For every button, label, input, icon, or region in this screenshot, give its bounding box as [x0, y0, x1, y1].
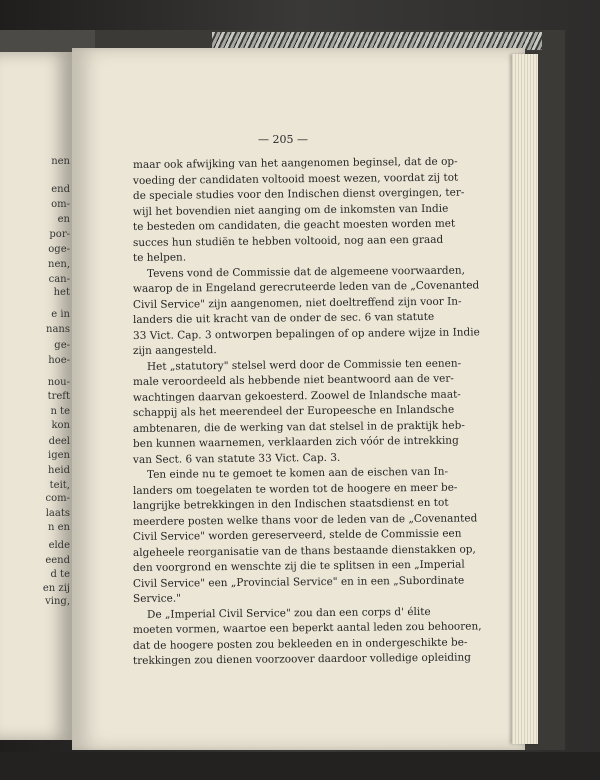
- left-page-fragment: por-: [49, 229, 70, 240]
- left-page-fragment: ge-: [54, 340, 70, 351]
- text-line: te besteden om candidaten, die geacht moesten worden met: [132, 217, 456, 233]
- left-page-fragment: igen: [48, 450, 70, 461]
- left-page-fragment: teit,: [49, 480, 70, 491]
- text-line: Civil Service" worden gereserveerd, stelde de Commissie een: [132, 527, 462, 543]
- text-line: langrijke betrekkingen in den Indischen staatsdienst en tot: [132, 496, 449, 512]
- text-line: succes hun studiën te hebben voltooid, nog aan een graad: [132, 233, 444, 249]
- left-page-fragment: nou-: [47, 377, 70, 388]
- left-page-fragment: nans: [46, 324, 70, 335]
- left-page-fragment: hoe-: [48, 355, 70, 366]
- left-page-fragment: eend: [45, 555, 70, 566]
- body-text: [132, 155, 482, 670]
- left-page-fragment: en zij: [42, 583, 70, 594]
- left-page-fragment: deel: [48, 436, 70, 447]
- left-page-fragment: elde: [48, 540, 70, 551]
- left-page-fragment: heid: [48, 465, 70, 476]
- page-number: — 205 —: [258, 133, 308, 146]
- text-line: te helpen.: [132, 251, 187, 264]
- text-line: Tevens vond de Commissie dat de algemeene voorwaarden,: [146, 264, 465, 280]
- text-line: schappij als het meerendeel der Europeesche en Inlandsche: [132, 403, 455, 419]
- left-page-fragment: treft: [47, 391, 70, 402]
- text-line: maar ook afwijking van het aangenomen beginsel, dat de op-: [132, 155, 458, 171]
- text-line: voeding der candidaten voltooid moest wezen, voordat zij tot: [132, 171, 459, 187]
- text-line: 33 Vict. Cap. 3 ontworpen bepalingen of op andere wijze in Indie: [132, 325, 480, 342]
- text-line: landers om toegelaten te worden tot de hoogere en meer be-: [132, 481, 458, 497]
- text-line: ben kunnen waarnemen, verklaarden zich vóór de intrekking: [132, 434, 459, 450]
- left-page-fragment: om-: [51, 199, 70, 210]
- left-page-fragment: oge-: [48, 244, 70, 255]
- left-page-fragment: ving,: [45, 596, 70, 607]
- text-line: wijl het bovendien niet aanging om de inkomsten van Indie: [132, 202, 449, 218]
- text-line: van Sect. 6 van statute 33 Vict. Cap. 3.: [132, 451, 341, 466]
- text-line: meerdere posten welke thans voor de leden van de „Covenanted: [132, 511, 478, 528]
- text-line: den voorgrond en wenschte zij die te splitsen in een „Imperial: [132, 558, 465, 574]
- text-line: trekkingen zou dienen voorzoover daardoor volledige opleiding: [132, 651, 472, 667]
- scan-bottom-band: [0, 752, 600, 780]
- text-line: Het „statutory" stelsel werd door de Commissie ten eenen-: [146, 357, 462, 373]
- left-page-fragment: nen,: [48, 259, 70, 270]
- text-line: Service.": [132, 592, 182, 605]
- left-page-fragment: en: [57, 214, 70, 225]
- text-line: moeten vormen, waartoe een beperkt aantal leden zou behooren,: [132, 620, 482, 636]
- left-page-fragment: laats: [45, 508, 70, 519]
- text-line: waarop de in Engeland gerecruteerde leden van de „Covenanted: [132, 279, 480, 295]
- text-line: landers die uit kracht van de onder de sec. 6 van statute: [132, 310, 435, 326]
- left-page-fragment: can-: [48, 274, 70, 285]
- left-page: [0, 52, 72, 740]
- text-line: ambtenaren, die de werking van dat stelsel in de praktijk heb-: [132, 419, 465, 435]
- left-page-fragment: com-: [45, 493, 70, 504]
- left-page-fragment: het: [53, 287, 70, 298]
- text-line: zijn aangesteld.: [132, 344, 217, 357]
- left-page-fragment: n te: [50, 406, 70, 417]
- text-line: dat de hoogere posten zou bekleeden en in ondergeschikte be-: [132, 635, 468, 652]
- text-line: Ten einde nu te gemoet te komen aan de eischen van In-: [146, 465, 449, 481]
- left-page-fragment: d te: [50, 569, 70, 580]
- left-page-fragment: e in: [51, 309, 70, 320]
- text-line: wachtingen daarvan gekoesterd. Zoowel de Inlandsche maat-: [132, 388, 461, 404]
- left-page-fragment: end: [51, 184, 70, 195]
- left-page-fragment: n en: [48, 522, 70, 533]
- page-edges: [512, 54, 538, 744]
- text-line: de speciale studies voor den Indischen dienst overgingen, ter-: [132, 186, 465, 202]
- text-line: De „Imperial Civil Service" zou dan een corps d' élite: [146, 605, 431, 621]
- text-line: Civil Service" een „Provincial Service" en in een „Subordinate: [132, 574, 465, 590]
- text-line: Civil Service" zijn aangenomen, niet doeltreffend zijn voor In-: [132, 295, 462, 311]
- text-line: male veroordeeld als hebbende niet beantwoord aan de ver-: [132, 372, 454, 388]
- left-page-fragment: nen: [51, 156, 70, 167]
- left-page-fragment: kon: [51, 420, 70, 431]
- text-line: algeheele reorganisatie van de thans bestaande dienstakken op,: [132, 542, 476, 559]
